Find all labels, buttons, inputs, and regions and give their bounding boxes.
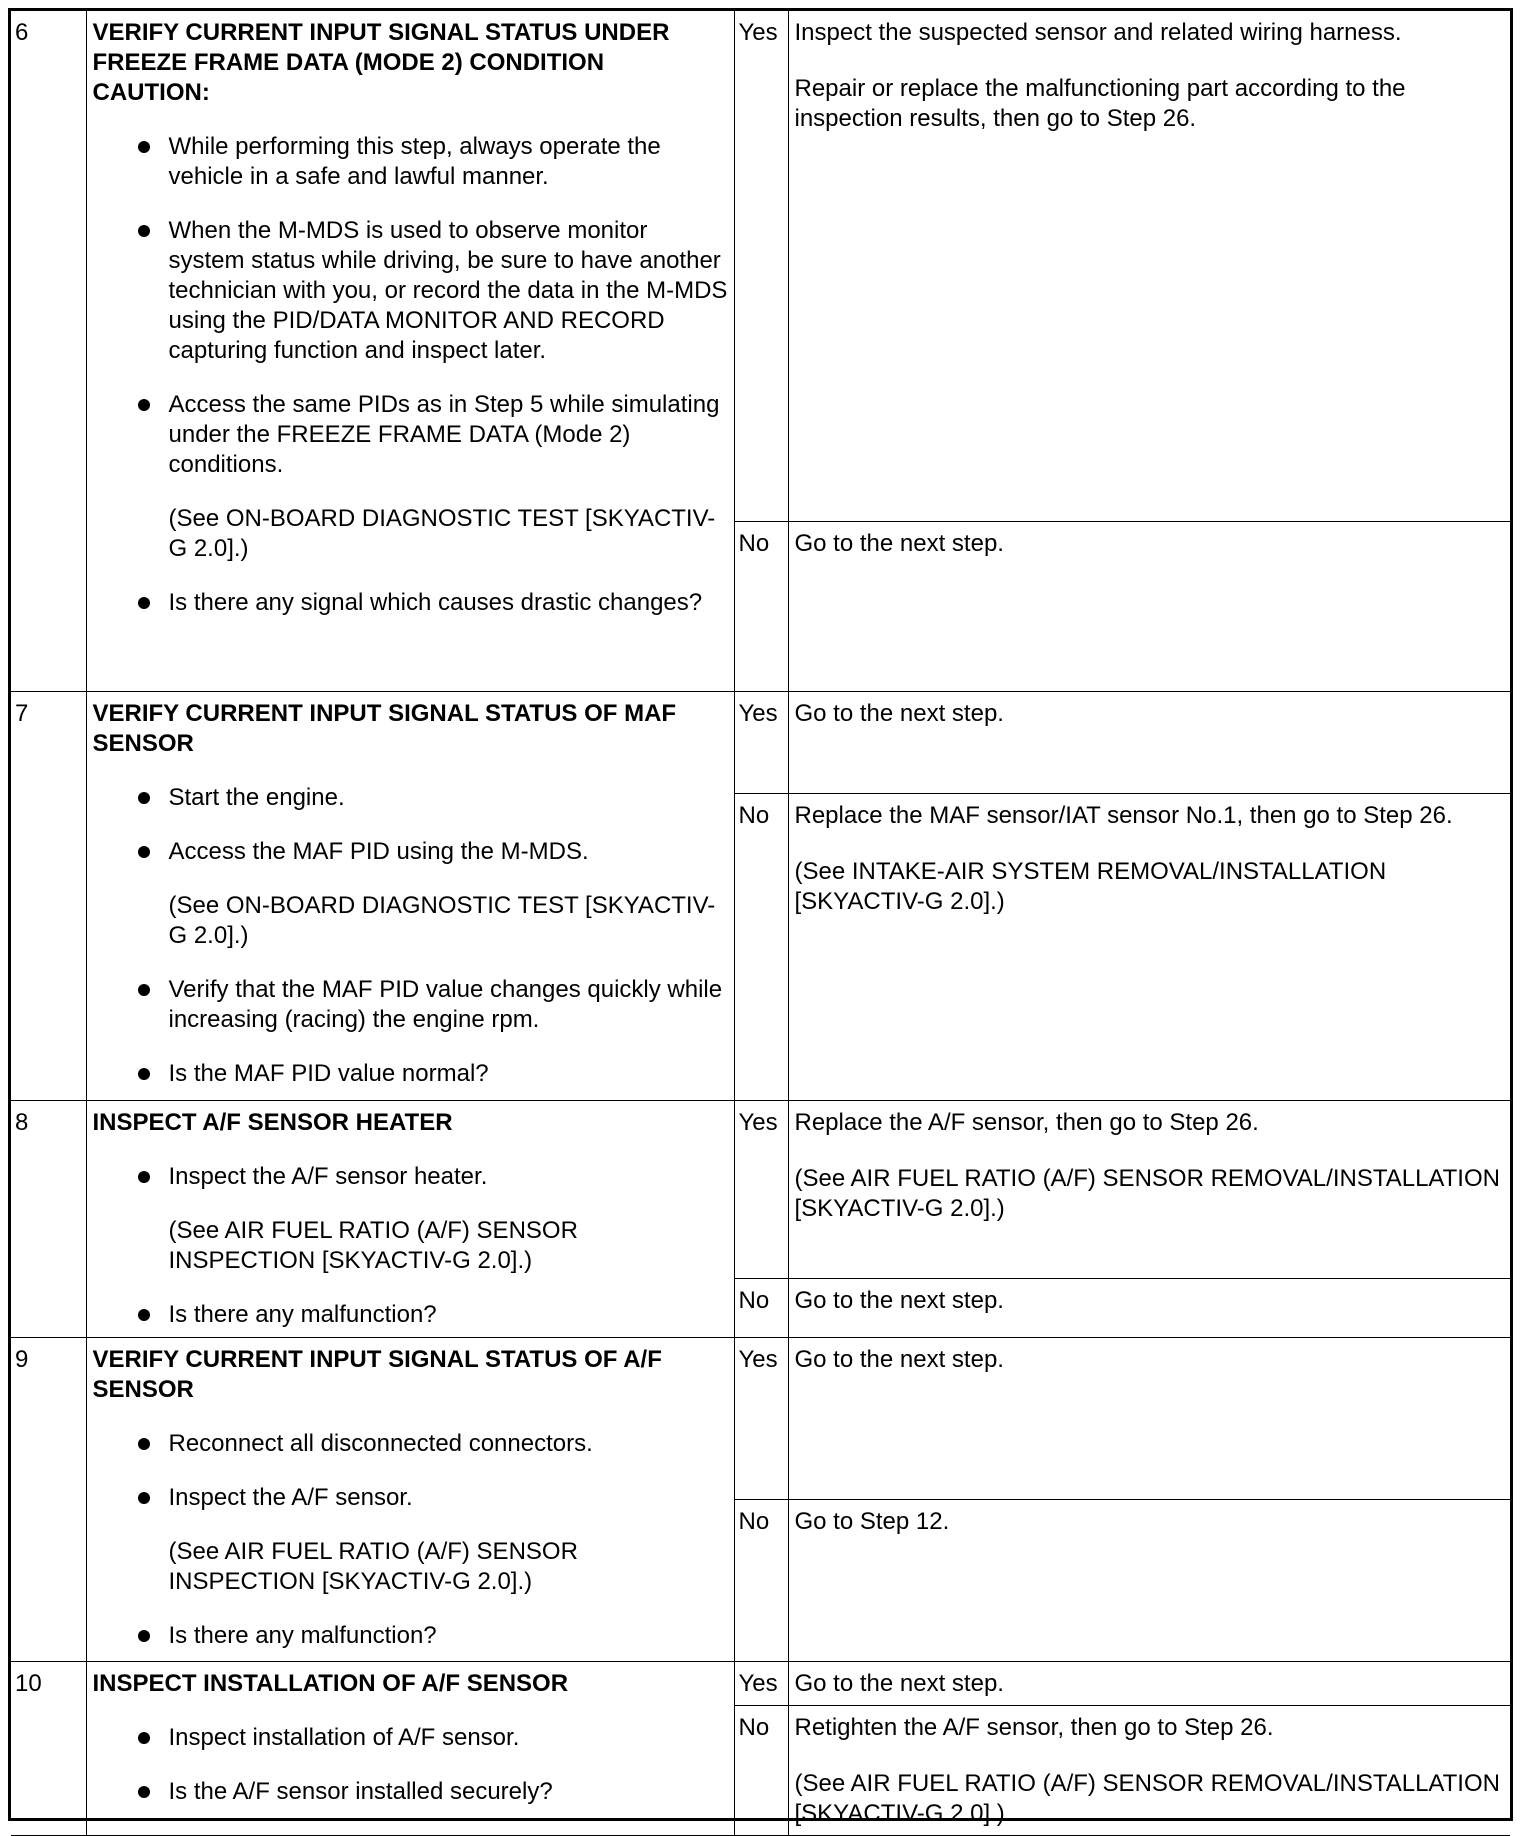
bullet-list	[93, 132, 728, 480]
answer-yes-label: Yes	[734, 691, 788, 793]
result-text: (See AIR FUEL RATIO (A/F) SENSOR REMOVAL/INSTALLATION [SKYACTIV-G 2.0].)	[794, 1164, 1500, 1222]
bullet-item: Is the MAF PID value normal?	[93, 1059, 728, 1089]
result-text: Retighten the A/F sensor, then go to Step 26.	[794, 1713, 1274, 1741]
result-text: Go to the next step.	[794, 529, 1004, 557]
answer-yes-result	[788, 1337, 1510, 1499]
step-number: 8	[11, 1100, 86, 1337]
answer-yes-label: Yes	[734, 11, 788, 521]
step-title: VERIFY CURRENT INPUT SIGNAL STATUS OF MAF SENSOR	[92, 699, 677, 757]
step-number: 7	[11, 691, 86, 1100]
reference-note: (See AIR FUEL RATIO (A/F) SENSOR INSPECTION [SKYACTIV-G 2.0].)	[168, 1216, 578, 1274]
bullet-list	[93, 588, 728, 618]
answer-no-result	[788, 1705, 1510, 1835]
step-row-9	[11, 1337, 1510, 1499]
bullet-list	[93, 783, 728, 867]
answer-no-result	[788, 1278, 1510, 1337]
reference-note: (See AIR FUEL RATIO (A/F) SENSOR INSPECTION [SKYACTIV-G 2.0].)	[168, 1537, 578, 1595]
result-text: Replace the MAF sensor/IAT sensor No.1, then go to Step 26.	[794, 801, 1453, 829]
bullet-item: Access the MAF PID using the M-MDS.	[93, 837, 728, 867]
bullet-list	[93, 1162, 728, 1192]
step-action	[86, 1100, 734, 1337]
bullet-list	[93, 1723, 728, 1807]
answer-no-result	[788, 521, 1510, 691]
answer-yes-result	[788, 11, 1510, 521]
bullet-item: Reconnect all disconnected connectors.	[93, 1429, 728, 1459]
bullet-item: Is there any malfunction?	[93, 1300, 728, 1330]
diagnostic-procedure-table	[8, 8, 1513, 1827]
result-text: Go to the next step.	[794, 1669, 1004, 1697]
step-action	[86, 11, 734, 691]
answer-no-result	[788, 1499, 1510, 1661]
reference-note: (See ON-BOARD DIAGNOSTIC TEST [SKYACTIV-G 2.0].)	[168, 505, 716, 562]
step-action	[86, 691, 734, 1100]
bullet-item: Start the engine.	[93, 783, 728, 813]
answer-no-label: No	[734, 521, 788, 691]
step-title: VERIFY CURRENT INPUT SIGNAL STATUS UNDER FREEZE FRAME DATA (MODE 2) CONDITION	[92, 19, 670, 76]
step-action	[86, 1337, 734, 1661]
bullet-item: When the M-MDS is used to observe monitor system status while driving, be sure to have another technician with you, or record the data in the M-MDS using the PID/DATA MONITOR AND RECORD capturing function and inspect later.	[93, 216, 728, 366]
bullet-item: Inspect the A/F sensor.	[93, 1483, 728, 1513]
answer-yes-label: Yes	[734, 1100, 788, 1278]
step-title: VERIFY CURRENT INPUT SIGNAL STATUS OF A/F SENSOR	[92, 1345, 662, 1403]
answer-no-label: No	[734, 1705, 788, 1835]
answer-no-result	[788, 793, 1510, 1100]
answer-yes-label: Yes	[734, 1337, 788, 1499]
step-number: 10	[11, 1661, 86, 1835]
result-text: Go to Step 12.	[794, 1507, 950, 1535]
bullet-list	[93, 1621, 728, 1651]
step-action	[86, 1661, 734, 1835]
reference-note: (See ON-BOARD DIAGNOSTIC TEST [SKYACTIV-G 2.0].)	[168, 891, 716, 949]
result-text: Go to the next step.	[794, 1345, 1004, 1373]
bullet-item: Inspect the A/F sensor heater.	[93, 1162, 728, 1192]
answer-no-label: No	[734, 1278, 788, 1337]
step-number: 9	[11, 1337, 86, 1661]
bullet-item: While performing this step, always operate the vehicle in a safe and lawful manner.	[93, 132, 728, 192]
bullet-list	[93, 1429, 728, 1513]
bullet-item: Is there any signal which causes drastic changes?	[93, 588, 728, 618]
bullet-item: Verify that the MAF PID value changes quickly while increasing (racing) the engine rpm.	[93, 975, 728, 1035]
answer-yes-result	[788, 1100, 1510, 1278]
caution-label: CAUTION:	[92, 79, 210, 106]
procedure-table	[11, 11, 1510, 1836]
bullet-item: Is there any malfunction?	[93, 1621, 728, 1651]
bullet-item: Is the A/F sensor installed securely?	[93, 1777, 728, 1807]
result-text: Go to the next step.	[794, 699, 1004, 727]
step-title: INSPECT A/F SENSOR HEATER	[92, 1108, 453, 1136]
result-text: Go to the next step.	[794, 1286, 1004, 1314]
step-number: 6	[11, 11, 86, 691]
answer-no-label: No	[734, 793, 788, 1100]
answer-yes-result	[788, 691, 1510, 793]
step-row-6	[11, 11, 1510, 521]
result-text: Inspect the suspected sensor and related wiring harness.	[794, 19, 1402, 46]
bullet-item: Access the same PIDs as in Step 5 while simulating under the FREEZE FRAME DATA (Mode 2) conditions.	[93, 390, 728, 480]
step-title: INSPECT INSTALLATION OF A/F SENSOR	[92, 1669, 569, 1697]
answer-no-label: No	[734, 1499, 788, 1661]
step-row-8	[11, 1100, 1510, 1278]
bullet-list	[93, 1300, 728, 1330]
result-text: (See INTAKE-AIR SYSTEM REMOVAL/INSTALLATION [SKYACTIV-G 2.0].)	[794, 857, 1387, 915]
result-text: Repair or replace the malfunctioning part according to the inspection results, then go to Step 26.	[794, 75, 1406, 132]
answer-yes-result	[788, 1661, 1510, 1705]
bullet-item: Inspect installation of A/F sensor.	[93, 1723, 728, 1753]
bullet-list	[93, 975, 728, 1089]
result-text: (See AIR FUEL RATIO (A/F) SENSOR REMOVAL/INSTALLATION [SKYACTIV-G 2.0].)	[794, 1769, 1500, 1827]
step-row-10	[11, 1661, 1510, 1705]
step-row-7	[11, 691, 1510, 793]
result-text: Replace the A/F sensor, then go to Step 26.	[794, 1108, 1259, 1136]
answer-yes-label: Yes	[734, 1661, 788, 1705]
